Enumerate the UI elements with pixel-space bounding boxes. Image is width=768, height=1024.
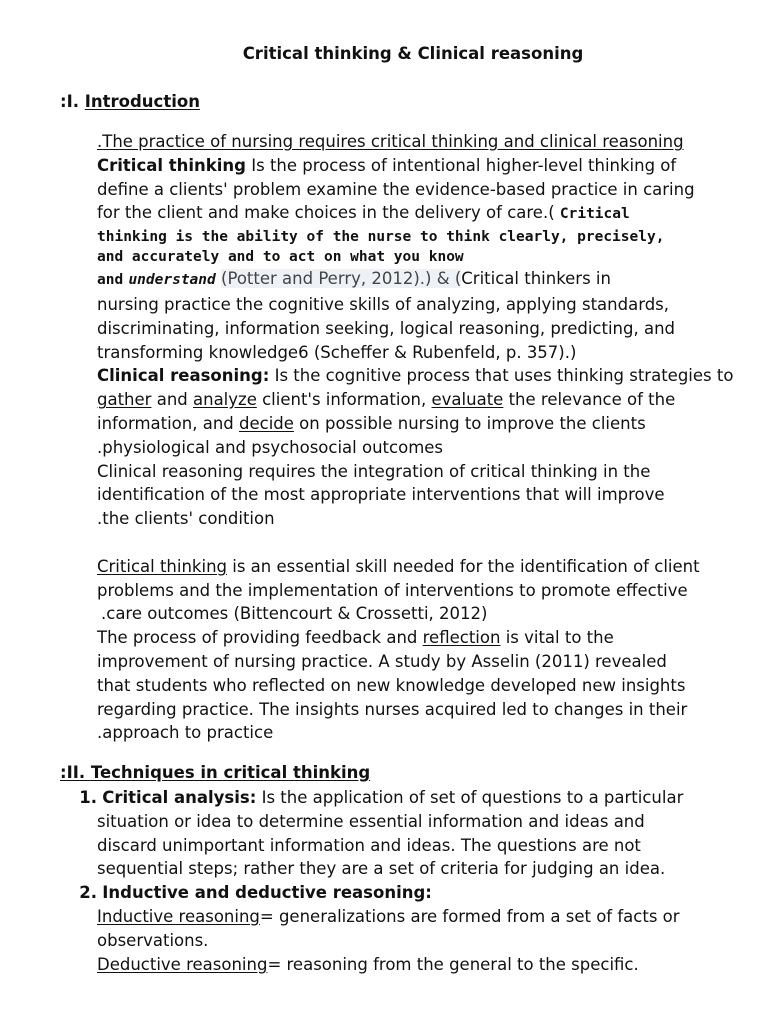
underlined-term: reflection	[422, 628, 501, 648]
text-line	[97, 178, 737, 202]
text-span: client's information,	[262, 390, 427, 410]
text-span: that students who reflected on new knowledge developed new insights	[97, 675, 686, 695]
text-span: transforming knowledge6 (Scheffer & Rubenfeld, p. 357).)	[97, 342, 577, 362]
text-line	[60, 857, 740, 881]
critical-thinking-def-line	[97, 154, 737, 178]
text-span: the relevance of the	[508, 390, 676, 410]
text-line	[97, 460, 737, 484]
section-1-title: Introduction	[84, 92, 200, 111]
section-1-heading	[60, 92, 200, 111]
text-line	[97, 201, 737, 227]
text-span: problems and the implementation of interventions to promote effective	[97, 580, 688, 600]
list-item	[60, 881, 740, 905]
text-span: = reasoning from the general to the specific.	[267, 954, 639, 974]
text-line	[60, 953, 740, 977]
text-line	[97, 626, 737, 650]
text-line	[97, 483, 737, 507]
text-span: Is the process of intentional higher-level thinking of	[251, 155, 677, 175]
quote-line	[97, 227, 737, 247]
text-span: observations.	[97, 930, 209, 950]
text-span: .the clients' condition	[97, 509, 275, 529]
clinical-reasoning-def-line	[97, 364, 737, 388]
text-line	[60, 810, 740, 834]
text-line	[60, 929, 740, 953]
text-line	[97, 698, 737, 722]
quote-span: and	[97, 272, 124, 289]
clinical-reasoning-label: Clinical reasoning:	[97, 366, 270, 386]
section-1-marker: :I.	[60, 92, 85, 111]
quote-line	[97, 247, 737, 267]
quote-span: and accurately and to act on what you know	[97, 249, 464, 266]
list-number: 1.	[79, 788, 97, 807]
text-line	[97, 721, 737, 745]
text-line	[60, 905, 740, 929]
text-line	[97, 293, 737, 317]
text-line	[97, 412, 737, 436]
quote-span: thinking is the ability of the nurse to think clearly, precisely,	[97, 229, 665, 246]
text-span: on possible nursing to improve the clients	[299, 413, 646, 433]
list-item	[60, 786, 740, 810]
text-span: Is the application of set of questions to a particular	[261, 788, 684, 807]
techniques-list	[60, 786, 740, 976]
text-span: .care outcomes (Bittencourt & Crossetti, 2012)	[101, 604, 488, 624]
section-2-title-text: Techniques in critical thinking	[90, 763, 371, 782]
text-span: .physiological and psychosocial outcomes	[97, 437, 444, 457]
text-span: nursing practice the cognitive skills of analyzing, applying standards,	[97, 294, 670, 314]
underlined-term: evaluate	[431, 390, 504, 410]
underlined-term: gather	[97, 390, 152, 410]
text-span: information, and	[97, 413, 234, 433]
intro-sentence: .The practice of nursing requires critical thinking and clinical reasoning	[97, 132, 684, 151]
text-line	[97, 555, 737, 579]
critical-thinking-label: Critical thinking	[97, 155, 246, 175]
underlined-term: Deductive reasoning	[97, 954, 268, 974]
underlined-term: analyze	[193, 390, 257, 410]
blank-line	[97, 531, 737, 555]
text-span: identification of the most appropriate interventions that will improve	[97, 485, 665, 505]
text-span: Is the cognitive process that uses thinking strategies to	[274, 366, 734, 386]
text-span: = generalizations are formed from a set of facts or	[259, 906, 680, 926]
text-span: Critical thinkers in	[461, 269, 611, 289]
text-span: is vital to the	[505, 628, 614, 648]
section-1-body	[97, 130, 737, 745]
list-item-label: Critical analysis:	[102, 788, 257, 807]
citation: (Potter and Perry, 2012).) & (	[221, 269, 462, 289]
text-span: discard unimportant information and ideas. The questions are not	[97, 835, 641, 855]
text-line	[97, 674, 737, 698]
text-span: and	[156, 390, 188, 410]
text-span: situation or idea to determine essential information and ideas and	[97, 811, 645, 831]
document-title: Critical thinking & Clinical reasoning	[242, 44, 584, 63]
text-span: for the client and make choices in the delivery of care.(	[97, 203, 555, 223]
text-line	[97, 267, 737, 293]
text-line	[97, 436, 737, 460]
quote-span: understand	[128, 272, 216, 289]
text-span: regarding practice. The insights nurses acquired led to changes in their	[97, 699, 688, 719]
text-span: .approach to practice	[97, 723, 274, 743]
underlined-term: decide	[239, 413, 294, 433]
text-span: is an essential skill needed for the identification of client	[232, 556, 700, 576]
text-span: sequential steps; rather they are a set of criteria for judging an idea.	[97, 859, 666, 879]
quote-span: Critical	[559, 206, 630, 223]
text-line	[97, 507, 737, 531]
section-2-marker: :II.	[60, 763, 91, 782]
section-2-heading	[60, 763, 370, 782]
underlined-term: Inductive reasoning	[97, 906, 260, 926]
text-span: improvement of nursing practice. A study by Asselin (2011) revealed	[97, 651, 667, 671]
list-number: 2.	[79, 883, 97, 903]
text-span: Clinical reasoning requires the integration of critical thinking in the	[97, 461, 651, 481]
text-line	[97, 602, 737, 626]
text-line	[97, 388, 737, 412]
text-line	[97, 341, 737, 365]
list-item-label: Inductive and deductive reasoning:	[102, 883, 432, 903]
text-span: discriminating, information seeking, logical reasoning, predicting, and	[97, 318, 676, 338]
text-line	[97, 650, 737, 674]
text-line	[60, 834, 740, 858]
intro-line	[97, 130, 737, 154]
section-2-title	[60, 763, 370, 782]
text-line	[97, 579, 737, 603]
underlined-term: Critical thinking	[97, 556, 227, 576]
text-span: define a clients' problem examine the evidence-based practice in caring	[97, 179, 695, 199]
text-line	[97, 317, 737, 341]
text-span: The process of providing feedback and	[97, 628, 418, 648]
